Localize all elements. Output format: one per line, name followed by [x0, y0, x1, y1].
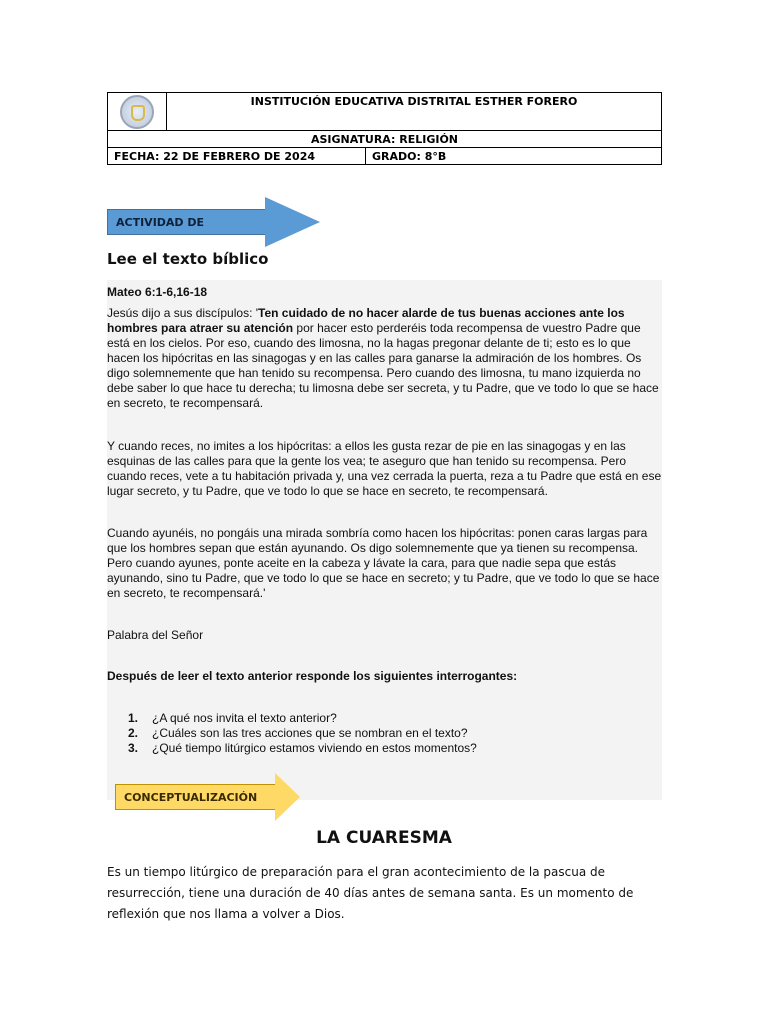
institution-name: INSTITUCIÓN EDUCATIVA DISTRITAL ESTHER FORERO: [167, 93, 662, 131]
word-of-the-lord: Palabra del Señor: [107, 628, 204, 642]
subject-label: ASIGNATURA: RELIGIÓN: [108, 131, 662, 148]
reading-heading: Lee el texto bíblico: [107, 250, 269, 268]
activity-arrow: [107, 197, 320, 247]
question-number: 3.: [128, 741, 139, 755]
reading-paragraph-3: Cuando ayunéis, no pongáis una mirada sombría como hacen los hipócritas: ponen caras largas para que los hombres sepan que están ayunando. Os digo solemnemente que ya tienen su recompensa. Pero cuando ayunes, ponte aceite en la cabeza y lávate la cara, para que nadie sepa que estás ayunando, sino tu Padre, que ve todo lo que se hace en secreto; y tu Padre, que ve todo lo que se hace en secreto, te recompensará.': [107, 526, 660, 600]
paragraph-intro: Jesús dijo a sus discípulos: ': [107, 306, 259, 320]
question-number: 1.: [128, 711, 139, 725]
arrow-right-icon: [265, 197, 320, 247]
school-logo-icon: [120, 95, 154, 129]
question-number: 2.: [128, 726, 139, 740]
conceptualization-arrow: [115, 773, 300, 821]
grade-label: GRADO: 8°B: [366, 148, 662, 165]
bible-reference: Mateo 6:1-6,16-18: [107, 285, 208, 299]
activity-arrow-label: ACTIVIDAD DE: [107, 209, 265, 235]
list-item: [128, 726, 477, 741]
reading-paragraph-2: Y cuando reces, no imites a los hipócritas: a ellos les gusta rezar de pie en las sinagogas y en las esquinas de las calles para que la gente los vea; te aseguro que han tenido su recompensa. Pero cuando reces, vete a tu habitación privada y, una vez cerrada la puerta, reza a tu Padre que está en ese lugar secreto, y tu Padre, que ve todo lo que se hace en secreto, te recompensará.: [107, 439, 662, 498]
header-table: [107, 92, 662, 165]
question-list: [128, 711, 477, 756]
list-item: [128, 711, 477, 726]
paragraph-rest: por hacer esto perderéis toda recompensa de vuestro Padre que está en los cielos. Por eso, cuando des limosna, no la hagas pregonar delante de ti; esto es lo que hacen los hipócritas en las sinagogas y en las calles para ganarse la admiración de los hombres. Os digo solemnemente que han tenido su recompensa. Pero cuando des limosna, tu mano izquierda no debe saber lo que hace tu derecha; tu limosna debe ser secreta, y tu Padre, que ve todo lo que se hace en secreto, te recompensará.: [107, 321, 659, 410]
list-item: [128, 741, 477, 756]
reading-paragraph-1: [107, 306, 662, 411]
logo-cell: [108, 93, 167, 131]
question-text: ¿Qué tiempo litúrgico estamos viviendo en estos momentos?: [152, 741, 477, 755]
question-text: ¿A qué nos invita el texto anterior?: [152, 711, 337, 725]
date-label: FECHA: 22 DE FEBRERO DE 2024: [108, 148, 366, 165]
lent-heading: LA CUARESMA: [316, 828, 452, 848]
lent-paragraph: Es un tiempo litúrgico de preparación para el gran acontecimiento de la pascua de resurrección, tiene una duración de 40 días antes de semana santa. Es un momento de reflexión que nos llama a volver a Dios.: [107, 865, 634, 921]
conceptualization-arrow-label: CONCEPTUALIZACIÓN: [115, 784, 275, 810]
question-text: ¿Cuáles son las tres acciones que se nombran en el texto?: [152, 726, 468, 740]
paragraph-emphasis: Ten cuidado de no hacer alarde de tus buenas acciones ante los hombres para atraer su atención: [107, 306, 625, 335]
arrow-right-icon: [275, 773, 300, 821]
instructions: Después de leer el texto anterior responde los siguientes interrogantes:: [107, 669, 518, 683]
